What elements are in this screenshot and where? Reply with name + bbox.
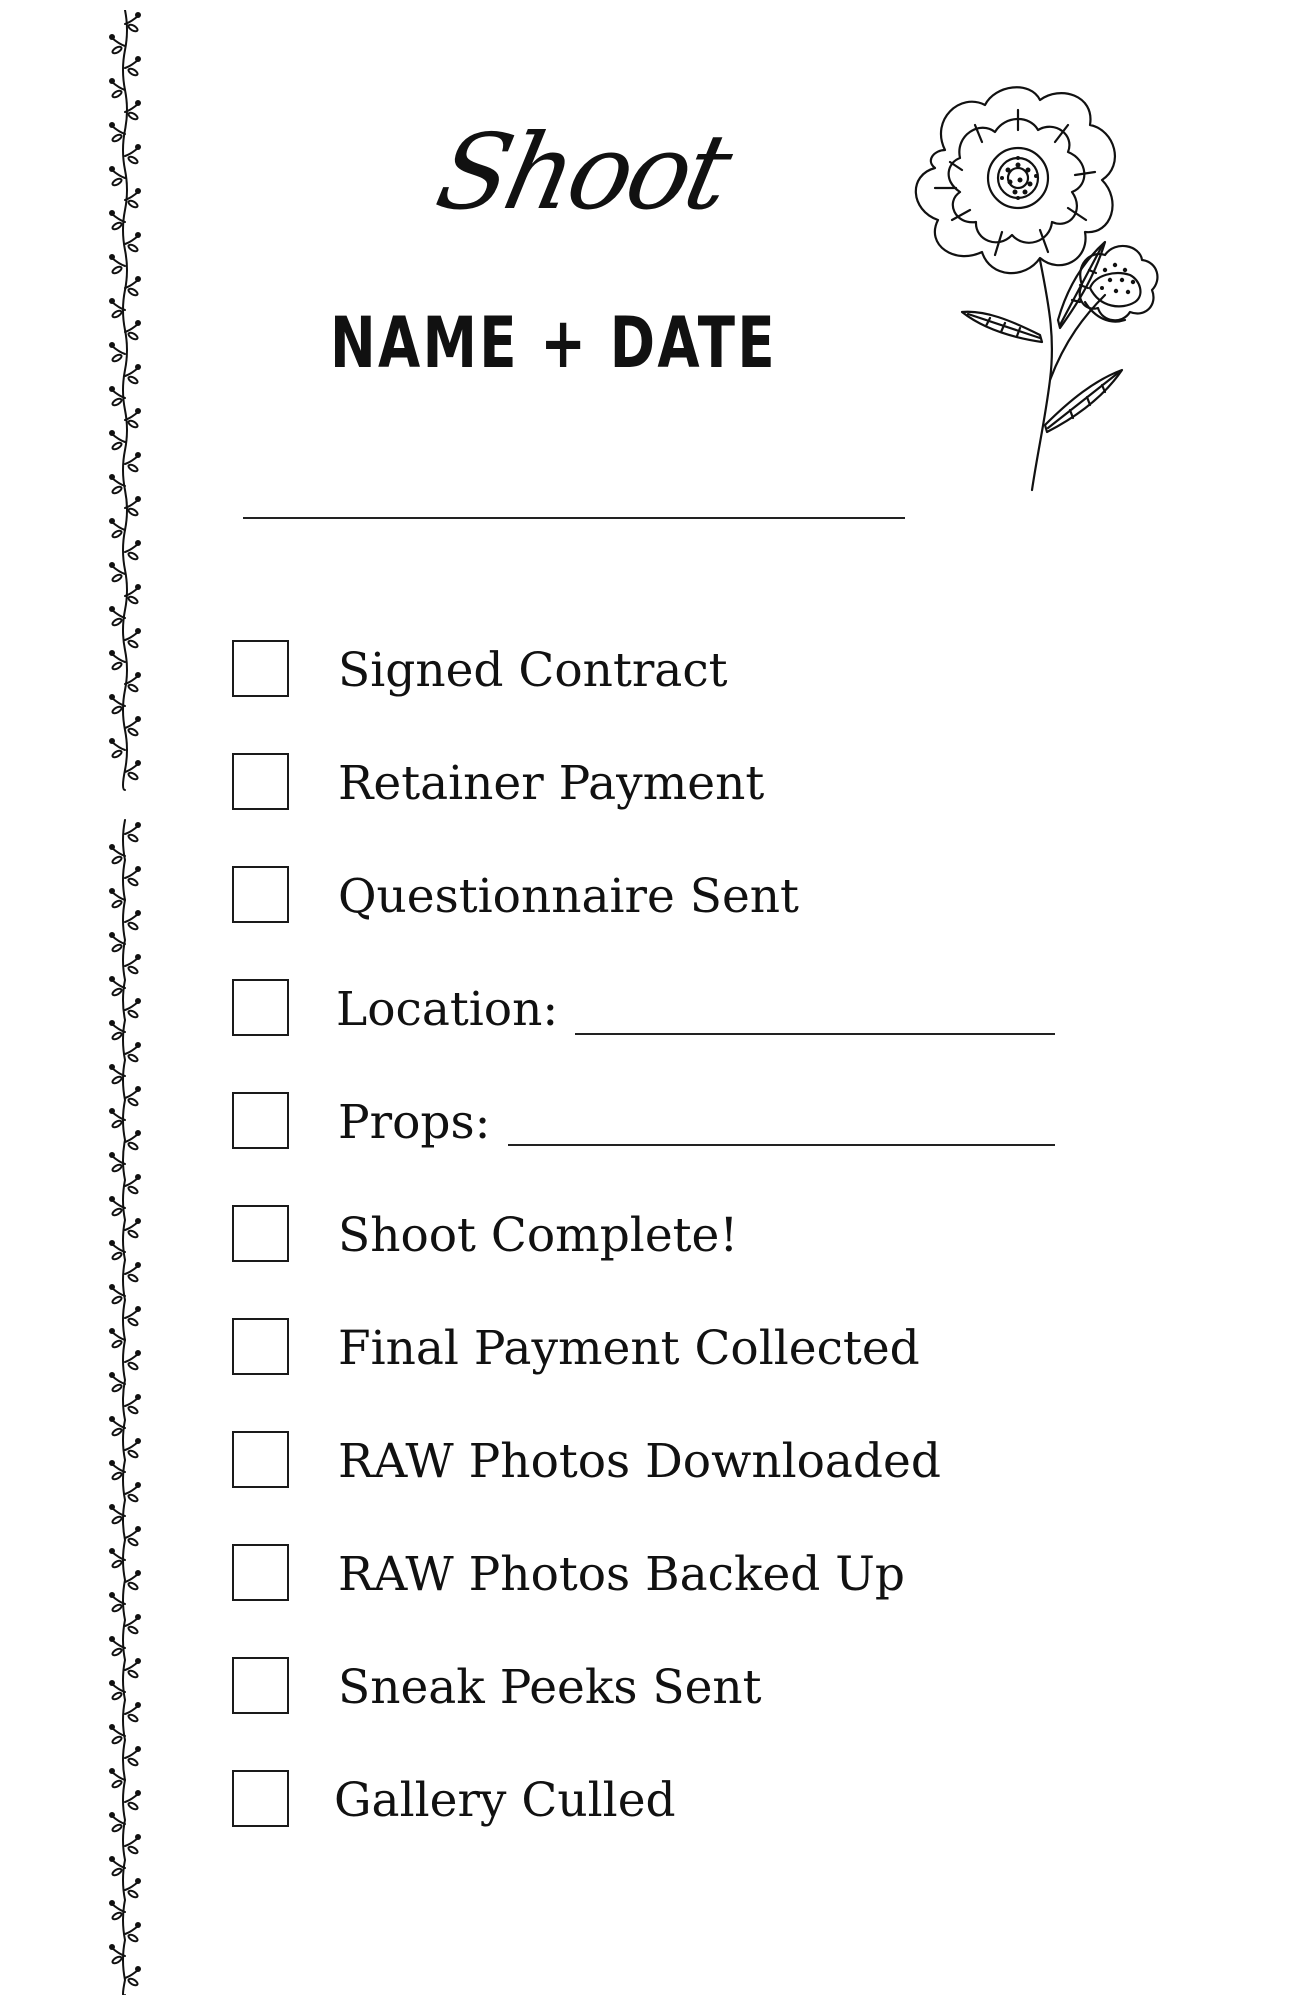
item-label: Props: <box>338 1095 491 1150</box>
item-label: Sneak Peeks Sent <box>338 1660 762 1715</box>
vine-border-icon <box>100 10 150 1995</box>
script-title: Shoot <box>427 111 739 233</box>
checkbox[interactable] <box>232 1431 289 1488</box>
item-label: Location: <box>336 982 559 1037</box>
list-item <box>232 1318 1072 1380</box>
name-date-line <box>243 517 905 519</box>
list-item <box>232 640 1072 702</box>
item-label: Final Payment Collected <box>338 1321 920 1376</box>
item-label: RAW Photos Downloaded <box>338 1434 941 1489</box>
item-label: Questionnaire Sent <box>338 869 799 924</box>
props-fill-line[interactable] <box>508 1144 1055 1146</box>
checkbox[interactable] <box>232 1770 289 1827</box>
list-item <box>232 1657 1072 1719</box>
checkbox[interactable] <box>232 866 289 923</box>
checkbox[interactable] <box>232 1318 289 1375</box>
checkbox[interactable] <box>232 753 289 810</box>
list-item <box>232 1092 1072 1154</box>
page-subtitle: NAME + DATE <box>330 302 777 384</box>
item-label: RAW Photos Backed Up <box>338 1547 906 1602</box>
list-item <box>232 1205 1072 1267</box>
list-item <box>232 1431 1072 1493</box>
checkbox[interactable] <box>232 640 289 697</box>
list-item <box>232 979 1072 1041</box>
checkbox[interactable] <box>232 1092 289 1149</box>
checkbox[interactable] <box>232 979 289 1036</box>
item-label: Gallery Culled <box>334 1773 676 1828</box>
checkbox[interactable] <box>232 1205 289 1262</box>
checkbox[interactable] <box>232 1657 289 1714</box>
location-fill-line[interactable] <box>575 1033 1055 1035</box>
list-item <box>232 1770 1072 1832</box>
item-label: Signed Contract <box>338 643 728 698</box>
flower-icon <box>890 80 1180 500</box>
item-label: Shoot Complete! <box>338 1208 739 1263</box>
list-item <box>232 866 1072 928</box>
list-item <box>232 1544 1072 1606</box>
item-label: Retainer Payment <box>338 756 765 811</box>
checkbox[interactable] <box>232 1544 289 1601</box>
list-item <box>232 753 1072 815</box>
